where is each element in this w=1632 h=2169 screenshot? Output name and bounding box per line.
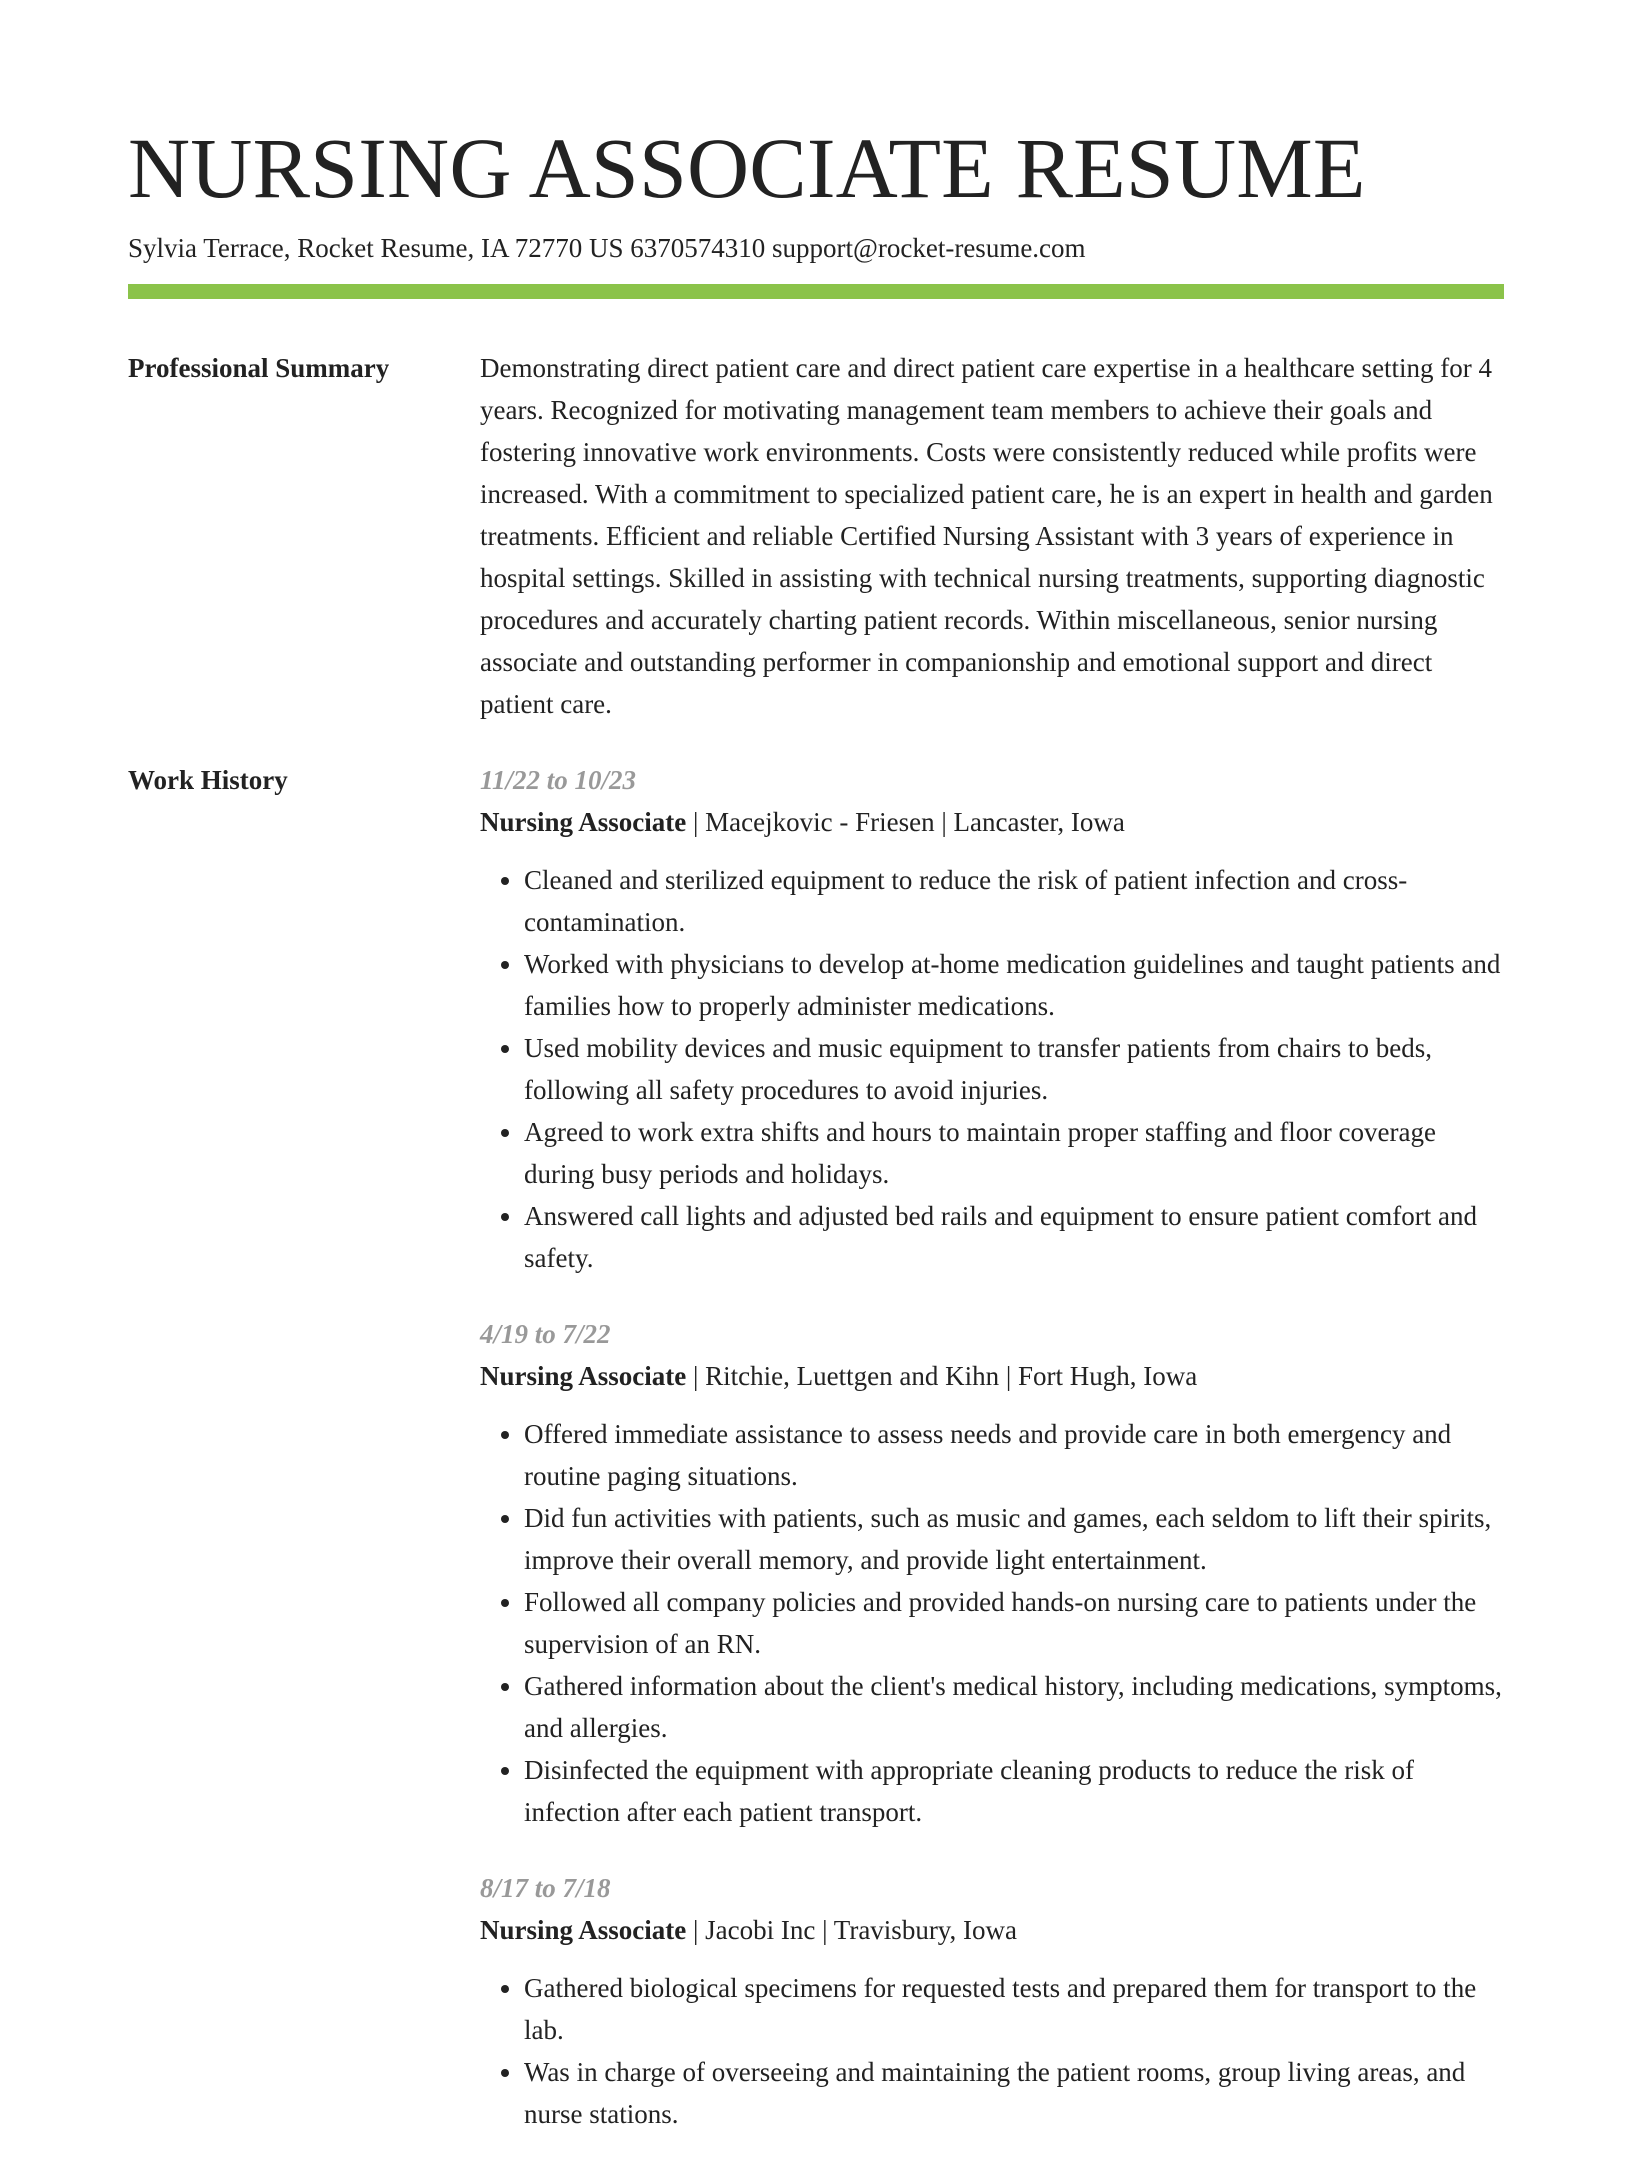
job-bullet-list: [480, 1967, 1504, 2135]
header-divider: [128, 284, 1504, 299]
job-dates: 4/19 to 7/22: [480, 1319, 611, 1349]
job-heading: [480, 801, 1504, 843]
work-history-section: [128, 759, 1504, 2169]
contact-info: Sylvia Terrace, Rocket Resume, IA 72770 US 6370574310 support@rocket-resume.com: [128, 233, 1086, 263]
job-bullet: • Gathered information about the client's medical history, including medications, symptoms, and allergies.: [524, 1665, 1504, 1749]
job-details: | Ritchie, Luettgen and Kihn | Fort Hugh, Iowa: [686, 1361, 1198, 1391]
job-details: | Jacobi Inc | Travisbury, Iowa: [686, 1915, 1018, 1945]
job-bullet: • Did fun activities with patients, such as music and games, each seldom to lift their spirits, improve their overall memory, and provide light entertainment.: [524, 1497, 1504, 1581]
job-bullet-list: [480, 859, 1504, 1279]
job-bullet: • Disinfected the equipment with appropriate cleaning products to reduce the risk of infection after each patient transport.: [524, 1749, 1504, 1833]
job-title: Nursing Associate: [480, 807, 687, 837]
job-dates: 11/22 to 10/23: [480, 765, 637, 795]
summary-text: Demonstrating direct patient care and direct patient care expertise in a healthcare setting for 4 years. Recognized for motivating management team members to achieve their goals and fostering innovative work environments. Costs were consistently reduced while profits were increased. With a commitment to specialized patient care, he is an expert in health and garden treatments. Efficient and reliable Certified Nursing Assistant with 3 years of experience in hospital settings. Skilled in assisting with technical nursing treatments, supporting diagnostic procedures and accurately charting patient records. Within miscellaneous, senior nursing associate and outstanding performer in companionship and emotional support and direct patient care.: [480, 353, 1493, 719]
job-bullet: • Followed all company policies and provided hands-on nursing care to patients under the supervision of an RN.: [524, 1581, 1504, 1665]
job-heading: [480, 1909, 1504, 1951]
job-bullet: • Used mobility devices and music equipment to transfer patients from chairs to beds, following all safety procedures to avoid injuries.: [524, 1027, 1504, 1111]
job-bullet: • Agreed to work extra shifts and hours to maintain proper staffing and floor coverage during busy periods and holidays.: [524, 1111, 1504, 1195]
section-label-summary: Professional Summary: [128, 353, 390, 383]
job-bullet-list: [480, 1413, 1504, 1833]
job-title: Nursing Associate: [480, 1915, 687, 1945]
job-details: | Macejkovic - Friesen | Lancaster, Iowa: [686, 807, 1125, 837]
page-title: NURSING ASSOCIATE RESUME: [128, 120, 1366, 216]
job-title: Nursing Associate: [480, 1361, 687, 1391]
job-entry: [480, 1867, 1504, 2135]
job-bullet: • Answered call lights and adjusted bed rails and equipment to ensure patient comfort and safety.: [524, 1195, 1504, 1279]
job-entry: [480, 1313, 1504, 1833]
resume-page: [128, 0, 1504, 2169]
job-bullet: • Cleaned and sterilized equipment to reduce the risk of patient infection and cross-contamination.: [524, 859, 1504, 943]
job-entry: [480, 759, 1504, 1279]
section-label-work-history: Work History: [128, 765, 288, 795]
professional-summary-section: [128, 347, 1504, 725]
job-bullet: • Worked with physicians to develop at-home medication guidelines and taught patients and families how to properly administer medications.: [524, 943, 1504, 1027]
section-body-summary: [480, 347, 1504, 725]
job-dates: 8/17 to 7/18: [480, 1873, 611, 1903]
job-heading: [480, 1355, 1504, 1397]
section-body-work-history: [480, 759, 1504, 2169]
job-bullet: • Gathered biological specimens for requested tests and prepared them for transport to the lab.: [524, 1967, 1504, 2051]
job-bullet: • Was in charge of overseeing and maintaining the patient rooms, group living areas, and nurse stations.: [524, 2051, 1504, 2135]
job-bullet: • Offered immediate assistance to assess needs and provide care in both emergency and routine paging situations.: [524, 1413, 1504, 1497]
